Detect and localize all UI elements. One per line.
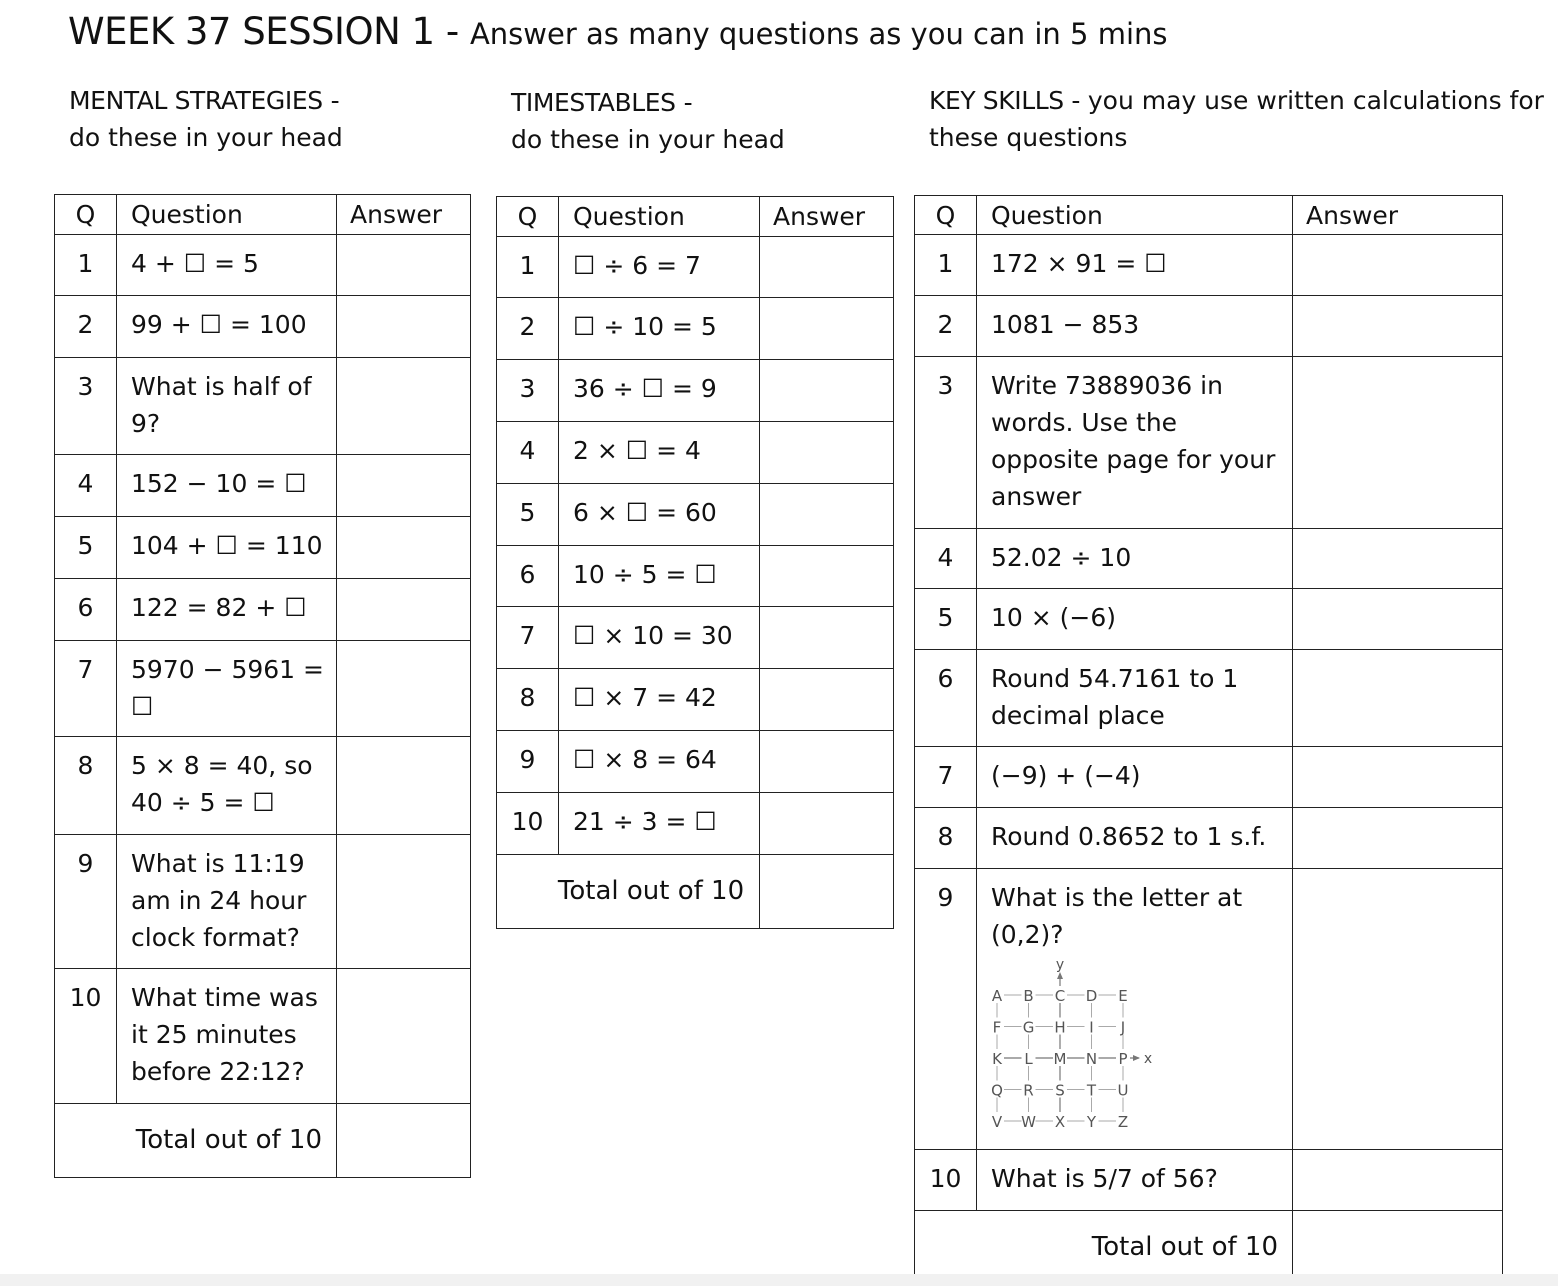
table-header-row	[55, 195, 471, 235]
answer-header: Answer	[760, 197, 894, 237]
total-label: Total out of 10	[915, 1211, 1293, 1285]
grid-letter: E	[1118, 987, 1128, 1005]
question-text	[117, 455, 337, 517]
question-text	[559, 731, 760, 793]
question-number: 10	[497, 793, 559, 855]
question-label: 21 ÷ 3 = ☐	[573, 807, 717, 836]
grid-letter: Y	[1086, 1113, 1097, 1131]
question-row	[55, 969, 471, 1104]
grid-letter: M	[1053, 1050, 1067, 1068]
question-text	[977, 808, 1293, 869]
question-row	[497, 298, 894, 360]
question-row	[497, 669, 894, 731]
question-row	[55, 235, 471, 296]
question-row	[497, 484, 894, 546]
timestables-table	[496, 196, 894, 929]
q-header: Q	[915, 196, 977, 235]
question-row	[497, 607, 894, 669]
grid-letter: T	[1086, 1081, 1097, 1100]
answer-box[interactable]	[337, 737, 471, 835]
page-bottom-edge	[0, 1274, 1558, 1286]
question-row	[915, 869, 1503, 1150]
question-row	[915, 1150, 1503, 1211]
question-label: 1081 − 853	[991, 310, 1140, 339]
x-axis-arrow-icon	[1133, 1055, 1140, 1061]
question-number: 6	[915, 650, 977, 747]
question-row	[497, 793, 894, 855]
grid-letter: Z	[1117, 1113, 1129, 1131]
question-text	[559, 484, 760, 546]
question-text	[117, 358, 337, 455]
question-label: 6 × ☐ = 60	[573, 498, 717, 527]
question-row	[55, 517, 471, 579]
question-text	[117, 517, 337, 579]
question-number: 1	[55, 235, 117, 296]
grid-letter: W	[1021, 1113, 1036, 1131]
section-instruction: do these in your head	[511, 125, 785, 154]
grid-letter: B	[1023, 987, 1034, 1005]
question-row	[915, 296, 1503, 357]
question-label: 122 = 82 + ☐	[131, 593, 307, 622]
question-row	[915, 808, 1503, 869]
question-text	[559, 669, 760, 731]
section-instruction: these questions	[929, 123, 1128, 152]
question-number: 10	[915, 1150, 977, 1211]
question-header: Question	[117, 195, 337, 235]
answer-box[interactable]	[760, 546, 894, 607]
question-label: 10 ÷ 5 = ☐	[573, 560, 717, 589]
letter-grid-svg	[989, 959, 1164, 1139]
answer-box[interactable]	[1293, 650, 1503, 747]
section-title: MENTAL STRATEGIES	[69, 86, 323, 115]
question-text	[117, 969, 337, 1104]
answer-box[interactable]	[337, 969, 471, 1104]
question-text	[559, 237, 760, 298]
grid-letter: J	[1120, 1018, 1126, 1037]
question-row	[55, 579, 471, 641]
question-row	[55, 358, 471, 455]
question-label: 36 ÷ ☐ = 9	[573, 374, 717, 403]
question-text	[117, 296, 337, 358]
mental-strategies-table	[54, 194, 471, 1178]
question-label: 152 − 10 = ☐	[131, 469, 307, 498]
question-label: ☐ × 10 = 30	[573, 621, 733, 650]
key-skills-table	[914, 195, 1503, 1285]
question-number: 4	[915, 529, 977, 589]
question-number: 3	[55, 358, 117, 455]
table-header-row	[497, 197, 894, 237]
worksheet-title	[68, 10, 1168, 53]
section-heading-timestables	[511, 84, 911, 158]
question-text	[117, 737, 337, 835]
grid-letter: K	[992, 1050, 1002, 1068]
question-label: 4 + ☐ = 5	[131, 249, 259, 278]
question-label: 172 × 91 = ☐	[991, 249, 1167, 278]
question-number: 5	[55, 517, 117, 579]
question-text	[559, 298, 760, 360]
title-subtitle: Answer as many questions as you can in 5 mins	[469, 17, 1168, 51]
question-text	[977, 869, 1293, 1150]
question-number: 8	[915, 808, 977, 869]
question-label: ☐ ÷ 6 = 7	[573, 251, 701, 280]
section-title: KEY SKILLS -	[929, 86, 1080, 115]
answer-box[interactable]	[760, 669, 894, 731]
question-row	[55, 737, 471, 835]
question-row	[915, 529, 1503, 589]
question-row	[55, 835, 471, 969]
question-label: Round 54.7161 to 1 decimal place	[991, 664, 1239, 730]
question-text	[977, 747, 1293, 808]
question-text	[977, 357, 1293, 529]
question-row	[915, 357, 1503, 529]
question-number: 6	[55, 579, 117, 641]
question-label: 99 + ☐ = 100	[131, 310, 307, 339]
total-row	[55, 1104, 471, 1178]
question-label: What is 5/7 of 56?	[991, 1164, 1218, 1193]
question-label: ☐ ÷ 10 = 5	[573, 312, 717, 341]
question-number: 9	[55, 835, 117, 969]
letter-coordinate-grid	[989, 959, 1286, 1149]
question-number: 2	[915, 296, 977, 357]
question-text	[559, 422, 760, 484]
grid-letter: Q	[991, 1081, 1003, 1100]
answer-box[interactable]	[1293, 747, 1503, 808]
answer-header: Answer	[1293, 196, 1503, 235]
answer-box[interactable]	[1293, 357, 1503, 529]
answer-box[interactable]	[760, 422, 894, 484]
question-text	[977, 1150, 1293, 1211]
question-text	[977, 650, 1293, 747]
table-header-row	[915, 196, 1503, 235]
question-row	[55, 455, 471, 517]
question-label: What time was it 25 minutes before 22:12?	[131, 983, 318, 1086]
answer-box[interactable]	[760, 360, 894, 422]
section-dash: -	[675, 88, 693, 117]
question-row	[915, 235, 1503, 296]
title-main: WEEK 37 SESSION 1 -	[68, 10, 470, 53]
section-title: TIMESTABLES	[511, 88, 676, 117]
grid-letter: C	[1054, 987, 1066, 1005]
question-row	[55, 641, 471, 737]
grid-letter: U	[1117, 1081, 1129, 1100]
question-number: 4	[497, 422, 559, 484]
question-label: 5 × 8 = 40, so 40 ÷ 5 = ☐	[131, 751, 313, 817]
question-row	[497, 360, 894, 422]
question-text	[117, 641, 337, 737]
total-label: Total out of 10	[497, 855, 760, 929]
question-row	[497, 731, 894, 793]
question-number: 7	[915, 747, 977, 808]
question-label: Write 73889036 in words. Use the opposite page for your answer	[991, 371, 1276, 511]
question-number: 10	[55, 969, 117, 1104]
question-label: 52.02 ÷ 10	[991, 543, 1132, 572]
question-row	[55, 296, 471, 358]
section-heading-mental	[69, 82, 489, 156]
question-number: 5	[497, 484, 559, 546]
answer-box[interactable]	[1293, 296, 1503, 357]
question-label: 10 × (−6)	[991, 603, 1117, 632]
answer-box[interactable]	[760, 298, 894, 360]
question-label: ☐ × 7 = 42	[573, 683, 717, 712]
y-axis-label: y	[1055, 959, 1065, 973]
grid-letter: N	[1085, 1050, 1098, 1068]
question-row	[915, 747, 1503, 808]
question-text	[977, 589, 1293, 650]
grid-letter: A	[991, 987, 1003, 1005]
question-label: What is 11:19 am in 24 hour clock format?	[131, 849, 307, 952]
y-axis-arrow-icon	[1057, 972, 1063, 979]
question-label: Round 0.8652 to 1 s.f.	[991, 822, 1267, 851]
question-label: What is half of 9?	[131, 372, 312, 438]
question-number: 4	[55, 455, 117, 517]
question-number: 8	[55, 737, 117, 835]
question-label: 5970 − 5961 = ☐	[131, 655, 324, 721]
grid-letter: F	[992, 1018, 1002, 1037]
answer-header: Answer	[337, 195, 471, 235]
total-label: Total out of 10	[55, 1104, 337, 1178]
question-text	[559, 607, 760, 669]
answer-box[interactable]	[1293, 1150, 1503, 1211]
question-header: Question	[559, 197, 760, 237]
question-number: 3	[497, 360, 559, 422]
question-header: Question	[977, 196, 1293, 235]
answer-box[interactable]	[760, 607, 894, 669]
grid-letter: G	[1022, 1018, 1035, 1037]
answer-box[interactable]	[337, 455, 471, 517]
answer-box[interactable]	[1293, 529, 1503, 589]
total-row	[497, 855, 894, 929]
question-row	[497, 546, 894, 607]
question-number: 7	[497, 607, 559, 669]
grid-letter: S	[1055, 1081, 1065, 1100]
question-label: ☐ × 8 = 64	[573, 745, 717, 774]
question-label: What is the letter at (0,2)?	[991, 883, 1243, 949]
question-number: 8	[497, 669, 559, 731]
grid-letter: R	[1023, 1081, 1034, 1100]
grid-letter: L	[1024, 1050, 1033, 1068]
question-text	[977, 235, 1293, 296]
answer-box[interactable]	[760, 484, 894, 546]
answer-box[interactable]	[1293, 808, 1503, 869]
question-text	[559, 546, 760, 607]
question-text	[977, 296, 1293, 357]
answer-box[interactable]	[760, 237, 894, 298]
question-label: 104 + ☐ = 110	[131, 531, 323, 560]
answer-box[interactable]	[760, 793, 894, 855]
question-number: 2	[497, 298, 559, 360]
grid-letter: I	[1089, 1018, 1094, 1037]
question-text	[977, 529, 1293, 589]
question-number: 3	[915, 357, 977, 529]
question-row	[915, 589, 1503, 650]
question-text	[117, 835, 337, 969]
total-answer-box[interactable]	[760, 855, 894, 929]
answer-box[interactable]	[337, 835, 471, 969]
section-dash: -	[322, 86, 340, 115]
answer-box[interactable]	[337, 579, 471, 641]
question-label: (−9) + (−4)	[991, 761, 1141, 790]
answer-box[interactable]	[760, 731, 894, 793]
question-number: 9	[915, 869, 977, 1150]
section-instruction-part: you may use written calculations for	[1079, 86, 1544, 115]
q-header: Q	[497, 197, 559, 237]
question-label: 2 × ☐ = 4	[573, 436, 701, 465]
answer-box[interactable]	[1293, 235, 1503, 296]
grid-letter: V	[991, 1113, 1003, 1131]
question-text	[559, 360, 760, 422]
question-text	[559, 793, 760, 855]
section-instruction: do these in your head	[69, 123, 343, 152]
total-answer-box[interactable]	[337, 1104, 471, 1178]
question-number: 9	[497, 731, 559, 793]
answer-box[interactable]	[337, 235, 471, 296]
question-number: 5	[915, 589, 977, 650]
grid-letter: P	[1118, 1050, 1128, 1068]
question-text	[117, 235, 337, 296]
question-number: 1	[915, 235, 977, 296]
question-number: 7	[55, 641, 117, 737]
question-number: 6	[497, 546, 559, 607]
answer-box[interactable]	[1293, 869, 1503, 1150]
answer-box[interactable]	[337, 358, 471, 455]
grid-letter: H	[1054, 1018, 1066, 1037]
grid-letter: X	[1054, 1113, 1066, 1131]
q-header: Q	[55, 195, 117, 235]
grid-letter: D	[1085, 987, 1098, 1005]
question-row	[497, 237, 894, 298]
answer-box[interactable]	[337, 517, 471, 579]
answer-box[interactable]	[337, 296, 471, 358]
question-text	[117, 579, 337, 641]
answer-box[interactable]	[337, 641, 471, 737]
section-heading-keyskills	[929, 82, 1554, 156]
question-number: 1	[497, 237, 559, 298]
question-row	[497, 422, 894, 484]
question-number: 2	[55, 296, 117, 358]
x-axis-label: x	[1143, 1051, 1153, 1067]
answer-box[interactable]	[1293, 589, 1503, 650]
question-row	[915, 650, 1503, 747]
